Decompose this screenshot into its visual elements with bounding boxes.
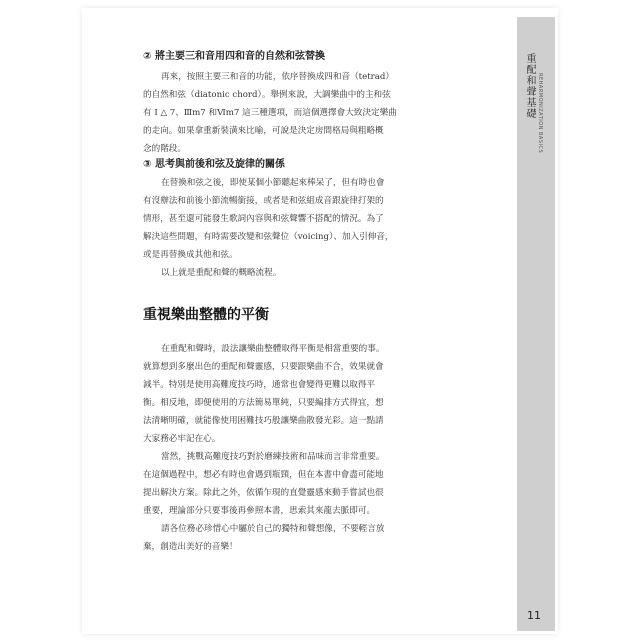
text-line: 解決這些問題，有時需要改變和弦聲位（voicing）、加入引伸音， <box>143 232 394 242</box>
page-content <box>143 50 505 556</box>
chapter-tab-title: 重配和聲基礎 <box>524 53 535 119</box>
text-line: 法清晰明確，就能像使用困難技巧般讓樂曲散發光彩。這一點請 <box>143 416 384 426</box>
text-line: 提出解決方案。除此之外，依循乍現的直覺靈感來動手嘗試也很 <box>143 488 384 498</box>
text-line: 有 I △ 7、Ⅲm7 和Ⅵm7 這三種選項，而這個選擇會大致決定樂曲 <box>143 108 397 118</box>
text-line: 在重配和聲時，設法讓樂曲整體取得平衡是相當重要的事。 <box>161 344 385 354</box>
subheading-step-3: ③ 思考與前後和弦及旋律的關係 <box>143 159 285 170</box>
paragraph-balance-1 <box>143 340 505 448</box>
text-line: 的自然和弦（diatonic chord）。舉例來說，大調樂曲中的主和弦 <box>143 90 391 100</box>
subheading-step-2: ② 將主要三和音用四和音的自然和弦替換 <box>143 51 325 62</box>
text-line: 在這個過程中，想必有時也會遇到瓶頸，但在本書中會盡可能地 <box>143 470 384 480</box>
text-line: 在替換和弦之後，即使某個小節聽起來棒呆了，但有時也會 <box>161 178 385 188</box>
section-title: 重視樂曲整體的平衡 <box>143 307 269 323</box>
paragraph-step-3 <box>143 174 505 264</box>
text-line: 就算想到多麼出色的重配和聲靈感，只要跟樂曲不合，效果就會 <box>143 362 384 372</box>
text-line: 有沒辦法和前後小節流暢銜接，或者是和弦組成音跟旋律打架的 <box>143 196 384 206</box>
chapter-side-tab <box>517 17 555 631</box>
text-line: 大家務必牢記在心。 <box>143 434 221 444</box>
text-line: 情形，甚至還可能發生歌詞內容與和弦聲響不搭配的情況。為了 <box>143 214 384 224</box>
paragraph-step-2 <box>143 68 505 158</box>
text-line: 再來，按照主要三和音的功能，依序替換成四和音（tetrad） <box>161 72 394 82</box>
text-line: 減半。特別是使用高難度技巧時，通常也會變得更難以取得平 <box>143 380 376 390</box>
page-number: 11 <box>527 609 541 622</box>
text-line: 衡。相反地，即便使用的方法簡易單純，只要編排方式得宜，想 <box>143 398 384 408</box>
text-line: 念的階段。 <box>143 144 186 154</box>
text-line: 當然，挑戰高難度技巧對於磨練技術和品味而言非常重要。 <box>161 452 385 462</box>
text-line: 的走向。如果拿重新裝潢來比喻，可說是決定房間格局與粗略概 <box>143 126 384 136</box>
paragraph-summary <box>143 264 505 282</box>
chapter-tab-subtitle: REHARMONIZATION BASICS <box>537 73 543 154</box>
text-line: 重要，理論部分只要事後再參照本書，思索其來龍去脈即可。 <box>143 506 376 516</box>
text-line: 以上就是重配和聲的概略流程。 <box>161 268 282 278</box>
text-line: 或是再替換成其他和弦。 <box>143 250 238 260</box>
text-line: 棄，創造出美好的音樂！ <box>143 542 238 552</box>
paragraph-balance-3 <box>143 520 505 556</box>
text-line: 請各位務必珍惜心中屬於自己的獨特和聲想像，不要輕言放 <box>161 524 385 534</box>
paragraph-balance-2 <box>143 448 505 520</box>
